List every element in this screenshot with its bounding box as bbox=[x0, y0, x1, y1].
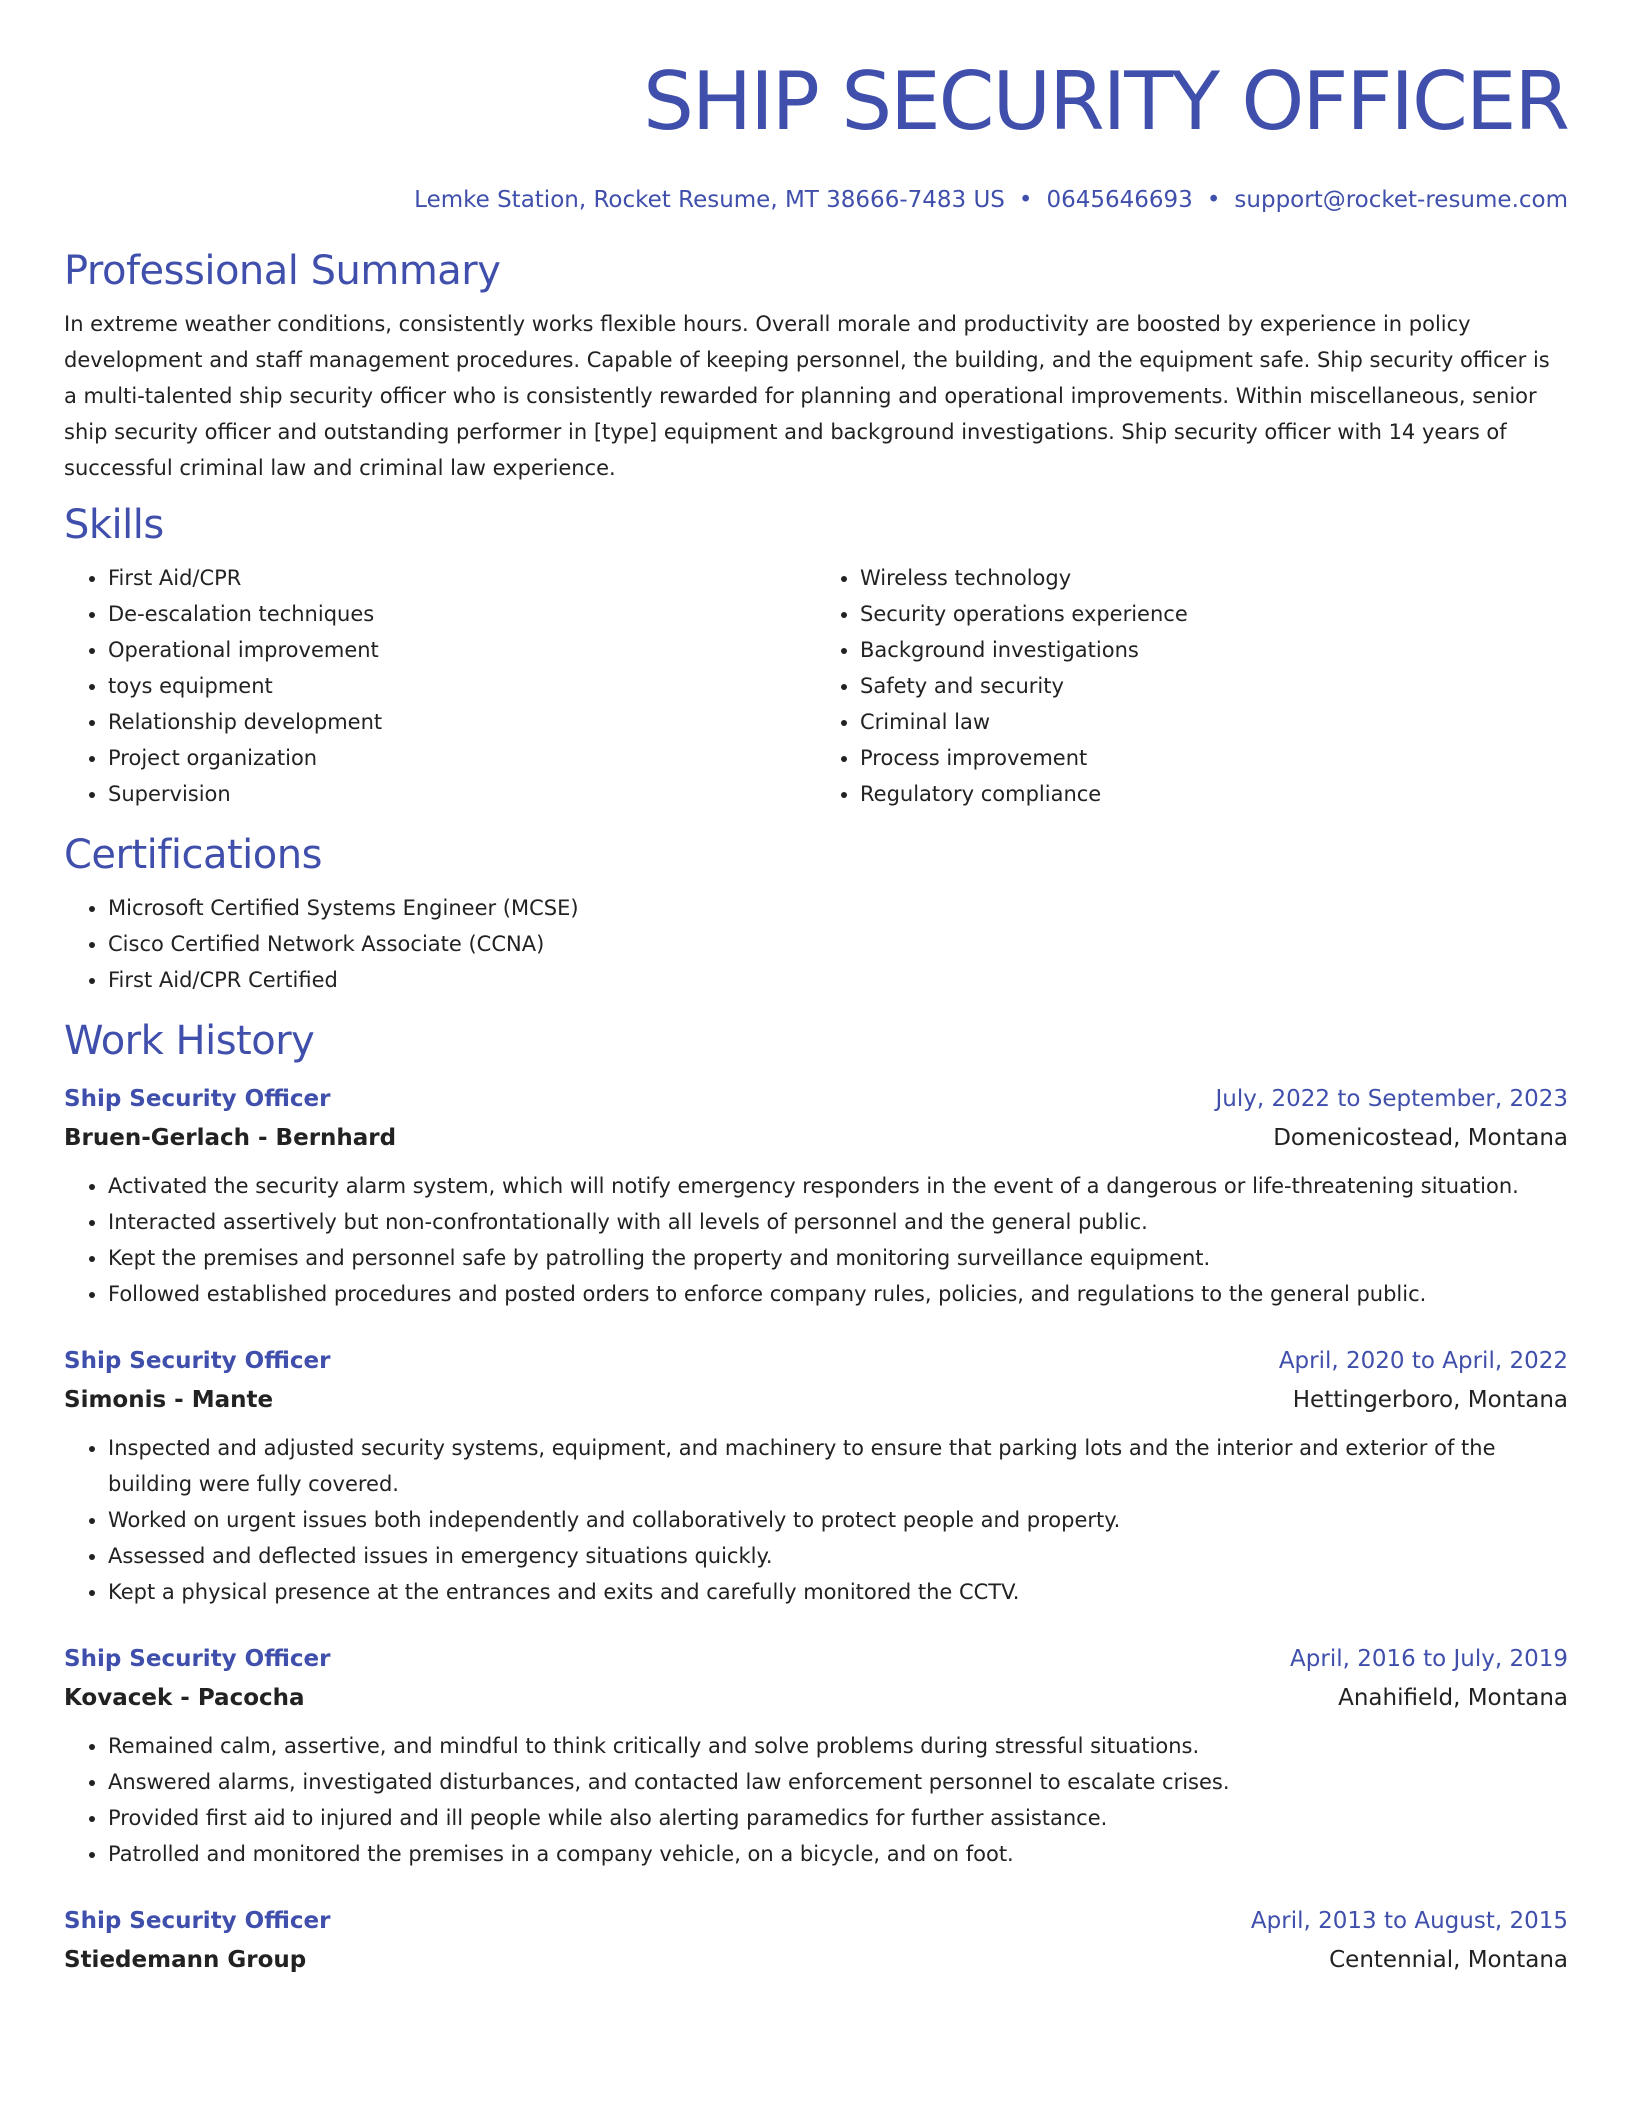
certifications-heading: Certifications bbox=[64, 832, 322, 878]
skill-item: • Relationship development bbox=[108, 704, 816, 740]
job-bullet: • Patrolled and monitored the premises in a company vehicle, on a bicycle, and on foot. bbox=[108, 1836, 1568, 1872]
skill-item: • Wireless technology bbox=[860, 560, 1568, 596]
job-dates: April, 2013 to August, 2015 bbox=[1250, 1908, 1568, 1934]
job-location: Centennial, Montana bbox=[1329, 1947, 1568, 1973]
job-location: Hettingerboro, Montana bbox=[1292, 1387, 1568, 1413]
job-dates: April, 2020 to April, 2022 bbox=[1278, 1348, 1568, 1374]
summary-text: In extreme weather conditions, consistently works flexible hours. Overall morale and productivity are boosted by experience in policy development and staff management procedures. Capable of keeping personnel, the building, and the equipment safe. Ship security officer is a multi-talented ship security officer who is consistently rewarded for planning and operational improvements. Within miscellaneous, senior ship security officer and outstanding performer in [type] equipment and background investigations. Ship security officer with 14 years of successful criminal law and criminal law experience. bbox=[64, 312, 1550, 480]
contact-separator: • bbox=[1018, 187, 1033, 213]
job-bullets bbox=[64, 1168, 1568, 1312]
job-entry bbox=[64, 1080, 1568, 1312]
job-title: Ship Security Officer bbox=[64, 1908, 331, 1934]
job-header-row bbox=[64, 1080, 1568, 1118]
certification-item: • First Aid/CPR Certified bbox=[108, 962, 1568, 998]
job-company-row bbox=[64, 1940, 1568, 1980]
job-title: Ship Security Officer bbox=[64, 1086, 331, 1112]
summary-heading: Professional Summary bbox=[64, 248, 501, 294]
job-bullet: • Kept the premises and personnel safe by patrolling the property and monitoring surveillance equipment. bbox=[108, 1240, 1568, 1276]
skill-item: • Security operations experience bbox=[860, 596, 1568, 632]
certification-item: • Cisco Certified Network Associate (CCNA) bbox=[108, 926, 1568, 962]
contact-line bbox=[64, 184, 1568, 216]
job-company: Kovacek - Pacocha bbox=[64, 1685, 305, 1711]
job-bullet: • Answered alarms, investigated disturbances, and contacted law enforcement personnel to escalate crises. bbox=[108, 1764, 1568, 1800]
skill-item: • De-escalation techniques bbox=[108, 596, 816, 632]
skill-item: • Background investigations bbox=[860, 632, 1568, 668]
skill-item: • Operational improvement bbox=[108, 632, 816, 668]
job-bullet: • Worked on urgent issues both independently and collaboratively to protect people and property. bbox=[108, 1502, 1568, 1538]
skills-list-right bbox=[816, 560, 1568, 812]
job-entry bbox=[64, 1640, 1568, 1872]
job-bullet: • Assessed and deflected issues in emergency situations quickly. bbox=[108, 1538, 1568, 1574]
certification-item: • Microsoft Certified Systems Engineer (MCSE) bbox=[108, 890, 1568, 926]
job-title: Ship Security Officer bbox=[64, 1348, 331, 1374]
job-company: Stiedemann Group bbox=[64, 1947, 307, 1973]
skill-item: • Safety and security bbox=[860, 668, 1568, 704]
skill-item: • Process improvement bbox=[860, 740, 1568, 776]
contact-separator: • bbox=[1206, 187, 1221, 213]
skill-item: • Project organization bbox=[108, 740, 816, 776]
job-bullet: • Provided first aid to injured and ill people while also alerting paramedics for further assistance. bbox=[108, 1800, 1568, 1836]
job-company-row bbox=[64, 1678, 1568, 1718]
contact-address: Lemke Station, Rocket Resume, MT 38666-7483 US bbox=[414, 187, 1005, 213]
job-header-row bbox=[64, 1902, 1568, 1940]
certifications-section bbox=[64, 832, 1568, 998]
job-bullet: • Inspected and adjusted security systems, equipment, and machinery to ensure that parking lots and the interior and exterior of the building were fully covered. bbox=[108, 1430, 1568, 1502]
skills-grid bbox=[64, 560, 1568, 812]
job-location: Domenicostead, Montana bbox=[1273, 1125, 1568, 1151]
skills-list-left bbox=[64, 560, 816, 812]
job-header-row bbox=[64, 1640, 1568, 1678]
contact-phone: 0645646693 bbox=[1046, 187, 1193, 213]
job-company: Bruen-Gerlach - Bernhard bbox=[64, 1125, 397, 1151]
skills-heading: Skills bbox=[64, 502, 164, 548]
job-company-row bbox=[64, 1380, 1568, 1420]
resume-header bbox=[64, 0, 1568, 216]
job-header-row bbox=[64, 1342, 1568, 1380]
summary-section bbox=[64, 248, 1568, 486]
skill-item: • Regulatory compliance bbox=[860, 776, 1568, 812]
skill-item: • Supervision bbox=[108, 776, 816, 812]
job-dates: April, 2016 to July, 2019 bbox=[1290, 1646, 1568, 1672]
job-bullet: • Kept a physical presence at the entrances and exits and carefully monitored the CCTV. bbox=[108, 1574, 1568, 1610]
job-bullets bbox=[64, 1728, 1568, 1872]
skills-section bbox=[64, 502, 1568, 812]
job-entry bbox=[64, 1342, 1568, 1610]
skill-item: • toys equipment bbox=[108, 668, 816, 704]
job-company-row bbox=[64, 1118, 1568, 1158]
contact-email: support@rocket-resume.com bbox=[1234, 187, 1568, 213]
candidate-title: SHIP SECURITY OFFICER bbox=[643, 55, 1568, 148]
job-bullet: • Followed established procedures and posted orders to enforce company rules, policies, and regulations to the general public. bbox=[108, 1276, 1568, 1312]
certifications-list bbox=[64, 890, 1568, 998]
work-history-heading: Work History bbox=[64, 1018, 315, 1064]
job-entry bbox=[64, 1902, 1568, 1980]
job-title: Ship Security Officer bbox=[64, 1646, 331, 1672]
job-bullet: • Remained calm, assertive, and mindful to think critically and solve problems during stressful situations. bbox=[108, 1728, 1568, 1764]
job-bullet: • Interacted assertively but non-confrontationally with all levels of personnel and the general public. bbox=[108, 1204, 1568, 1240]
skill-item: • First Aid/CPR bbox=[108, 560, 816, 596]
job-location: Anahifield, Montana bbox=[1338, 1685, 1568, 1711]
work-history-section bbox=[64, 1018, 1568, 1980]
skill-item: • Criminal law bbox=[860, 704, 1568, 740]
job-bullet: • Activated the security alarm system, which will notify emergency responders in the event of a dangerous or life-threatening situation. bbox=[108, 1168, 1568, 1204]
job-bullets bbox=[64, 1430, 1568, 1610]
job-dates: July, 2022 to September, 2023 bbox=[1215, 1086, 1568, 1112]
job-company: Simonis - Mante bbox=[64, 1387, 274, 1413]
